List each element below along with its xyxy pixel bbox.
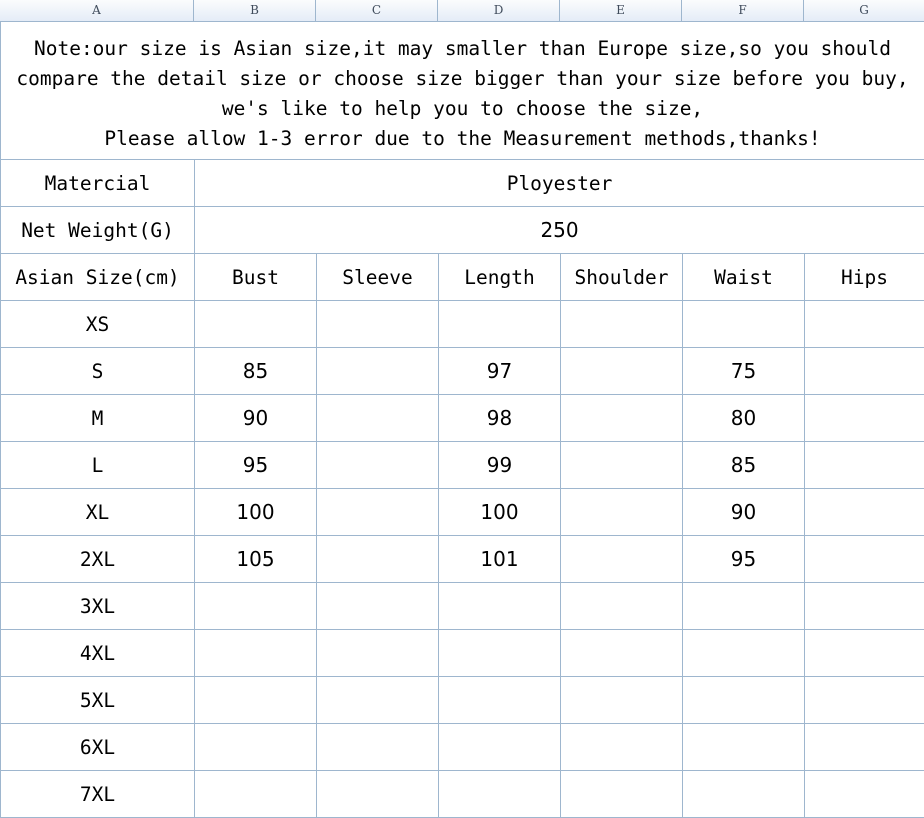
measurement-cell[interactable]: [195, 583, 317, 630]
measurement-cell[interactable]: 90: [195, 395, 317, 442]
measurement-cell[interactable]: [439, 677, 561, 724]
size-header-row: [1, 254, 924, 301]
column-header-a[interactable]: A: [0, 0, 194, 21]
measurement-cell[interactable]: [561, 677, 683, 724]
measurement-cell[interactable]: [317, 630, 439, 677]
measurement-cell[interactable]: [561, 301, 683, 348]
measurement-cell[interactable]: 105: [195, 536, 317, 583]
note-line-3: we's like to help you to choose the size,: [1, 94, 924, 124]
header-cell-sleeve[interactable]: Sleeve: [317, 254, 439, 301]
size-row: [1, 677, 924, 724]
measurement-cell[interactable]: [317, 348, 439, 395]
measurement-cell[interactable]: [439, 630, 561, 677]
size-label-cell[interactable]: 6XL: [1, 724, 195, 771]
header-cell-waist[interactable]: Waist: [683, 254, 805, 301]
measurement-cell[interactable]: [561, 630, 683, 677]
net-weight-row: [1, 207, 924, 254]
measurement-cell[interactable]: [561, 489, 683, 536]
size-label-cell[interactable]: 7XL: [1, 771, 195, 818]
measurement-cell[interactable]: 95: [195, 442, 317, 489]
measurement-cell[interactable]: 98: [439, 395, 561, 442]
header-cell-asian-size[interactable]: Asian Size(cm): [1, 254, 195, 301]
measurement-cell[interactable]: [805, 301, 924, 348]
material-label-cell[interactable]: Matercial: [1, 160, 195, 207]
size-row: [1, 536, 924, 583]
measurement-cell[interactable]: [805, 583, 924, 630]
header-cell-hips[interactable]: Hips: [805, 254, 924, 301]
measurement-cell[interactable]: [805, 630, 924, 677]
note-line-1: Note:our size is Asian size,it may smaller than Europe size,so you should: [1, 34, 924, 64]
size-label-cell[interactable]: 4XL: [1, 630, 195, 677]
measurement-cell[interactable]: 101: [439, 536, 561, 583]
size-row: [1, 348, 924, 395]
net-weight-label-cell[interactable]: Net Weight(G): [1, 207, 195, 254]
measurement-cell[interactable]: 85: [683, 442, 805, 489]
measurement-cell[interactable]: 90: [683, 489, 805, 536]
measurement-cell[interactable]: [805, 536, 924, 583]
measurement-cell[interactable]: [317, 442, 439, 489]
measurement-cell[interactable]: 75: [683, 348, 805, 395]
size-label-cell[interactable]: XL: [1, 489, 195, 536]
measurement-cell[interactable]: [317, 536, 439, 583]
size-row: [1, 724, 924, 771]
measurement-cell[interactable]: [195, 771, 317, 818]
header-cell-length[interactable]: Length: [439, 254, 561, 301]
measurement-cell[interactable]: 97: [439, 348, 561, 395]
measurement-cell[interactable]: [683, 771, 805, 818]
size-label-cell[interactable]: S: [1, 348, 195, 395]
measurement-cell[interactable]: [439, 771, 561, 818]
measurement-cell[interactable]: [195, 301, 317, 348]
column-header-b[interactable]: B: [194, 0, 316, 21]
net-weight-value-cell[interactable]: 250: [195, 207, 924, 254]
measurement-cell[interactable]: [561, 348, 683, 395]
measurement-cell[interactable]: [805, 677, 924, 724]
measurement-cell[interactable]: 85: [195, 348, 317, 395]
header-cell-shoulder[interactable]: Shoulder: [561, 254, 683, 301]
size-label-cell[interactable]: 3XL: [1, 583, 195, 630]
measurement-cell[interactable]: 100: [439, 489, 561, 536]
column-header-bar: [0, 0, 924, 22]
measurement-cell[interactable]: [317, 489, 439, 536]
measurement-cell[interactable]: 99: [439, 442, 561, 489]
size-label-cell[interactable]: XS: [1, 301, 195, 348]
measurement-cell[interactable]: 100: [195, 489, 317, 536]
measurement-cell[interactable]: [683, 583, 805, 630]
measurement-cell[interactable]: [317, 724, 439, 771]
measurement-cell[interactable]: [805, 442, 924, 489]
measurement-cell[interactable]: [683, 630, 805, 677]
size-grid: [0, 160, 924, 818]
measurement-cell[interactable]: [195, 724, 317, 771]
size-label-cell[interactable]: 2XL: [1, 536, 195, 583]
header-cell-bust[interactable]: Bust: [195, 254, 317, 301]
size-label-cell[interactable]: L: [1, 442, 195, 489]
size-row: [1, 301, 924, 348]
size-row: [1, 489, 924, 536]
measurement-cell[interactable]: [561, 724, 683, 771]
measurement-cell[interactable]: [561, 442, 683, 489]
measurement-cell[interactable]: [805, 771, 924, 818]
measurement-cell[interactable]: [439, 301, 561, 348]
size-note-cell[interactable]: [0, 22, 924, 160]
material-row: [1, 160, 924, 207]
size-row: [1, 583, 924, 630]
measurement-cell[interactable]: [195, 677, 317, 724]
measurement-cell[interactable]: [195, 630, 317, 677]
measurement-cell[interactable]: [439, 583, 561, 630]
column-header-d[interactable]: D: [438, 0, 560, 21]
size-row: [1, 771, 924, 818]
size-row: [1, 442, 924, 489]
size-label-cell[interactable]: 5XL: [1, 677, 195, 724]
measurement-cell[interactable]: [561, 536, 683, 583]
measurement-cell[interactable]: [317, 583, 439, 630]
measurement-cell[interactable]: [317, 771, 439, 818]
measurement-cell[interactable]: [805, 724, 924, 771]
measurement-cell[interactable]: 95: [683, 536, 805, 583]
size-label-cell[interactable]: M: [1, 395, 195, 442]
size-row: [1, 630, 924, 677]
column-header-e[interactable]: E: [560, 0, 682, 21]
measurement-cell[interactable]: 80: [683, 395, 805, 442]
column-header-c[interactable]: C: [316, 0, 438, 21]
measurement-cell[interactable]: [439, 724, 561, 771]
measurement-cell[interactable]: [561, 583, 683, 630]
measurement-cell[interactable]: [683, 724, 805, 771]
note-line-4: Please allow 1-3 error due to the Measurement methods,thanks!: [1, 124, 924, 154]
measurement-cell[interactable]: [561, 395, 683, 442]
measurement-cell[interactable]: [317, 677, 439, 724]
column-header-g[interactable]: G: [804, 0, 924, 21]
measurement-cell[interactable]: [317, 395, 439, 442]
measurement-cell[interactable]: [683, 301, 805, 348]
measurement-cell[interactable]: [317, 301, 439, 348]
measurement-cell[interactable]: [683, 677, 805, 724]
material-value-cell[interactable]: Ployester: [195, 160, 924, 207]
measurement-cell[interactable]: [561, 771, 683, 818]
note-line-2: compare the detail size or choose size bigger than your size before you buy,: [1, 64, 924, 94]
column-header-f[interactable]: F: [682, 0, 804, 21]
measurement-cell[interactable]: [805, 489, 924, 536]
size-row: [1, 395, 924, 442]
measurement-cell[interactable]: [805, 395, 924, 442]
measurement-cell[interactable]: [805, 348, 924, 395]
